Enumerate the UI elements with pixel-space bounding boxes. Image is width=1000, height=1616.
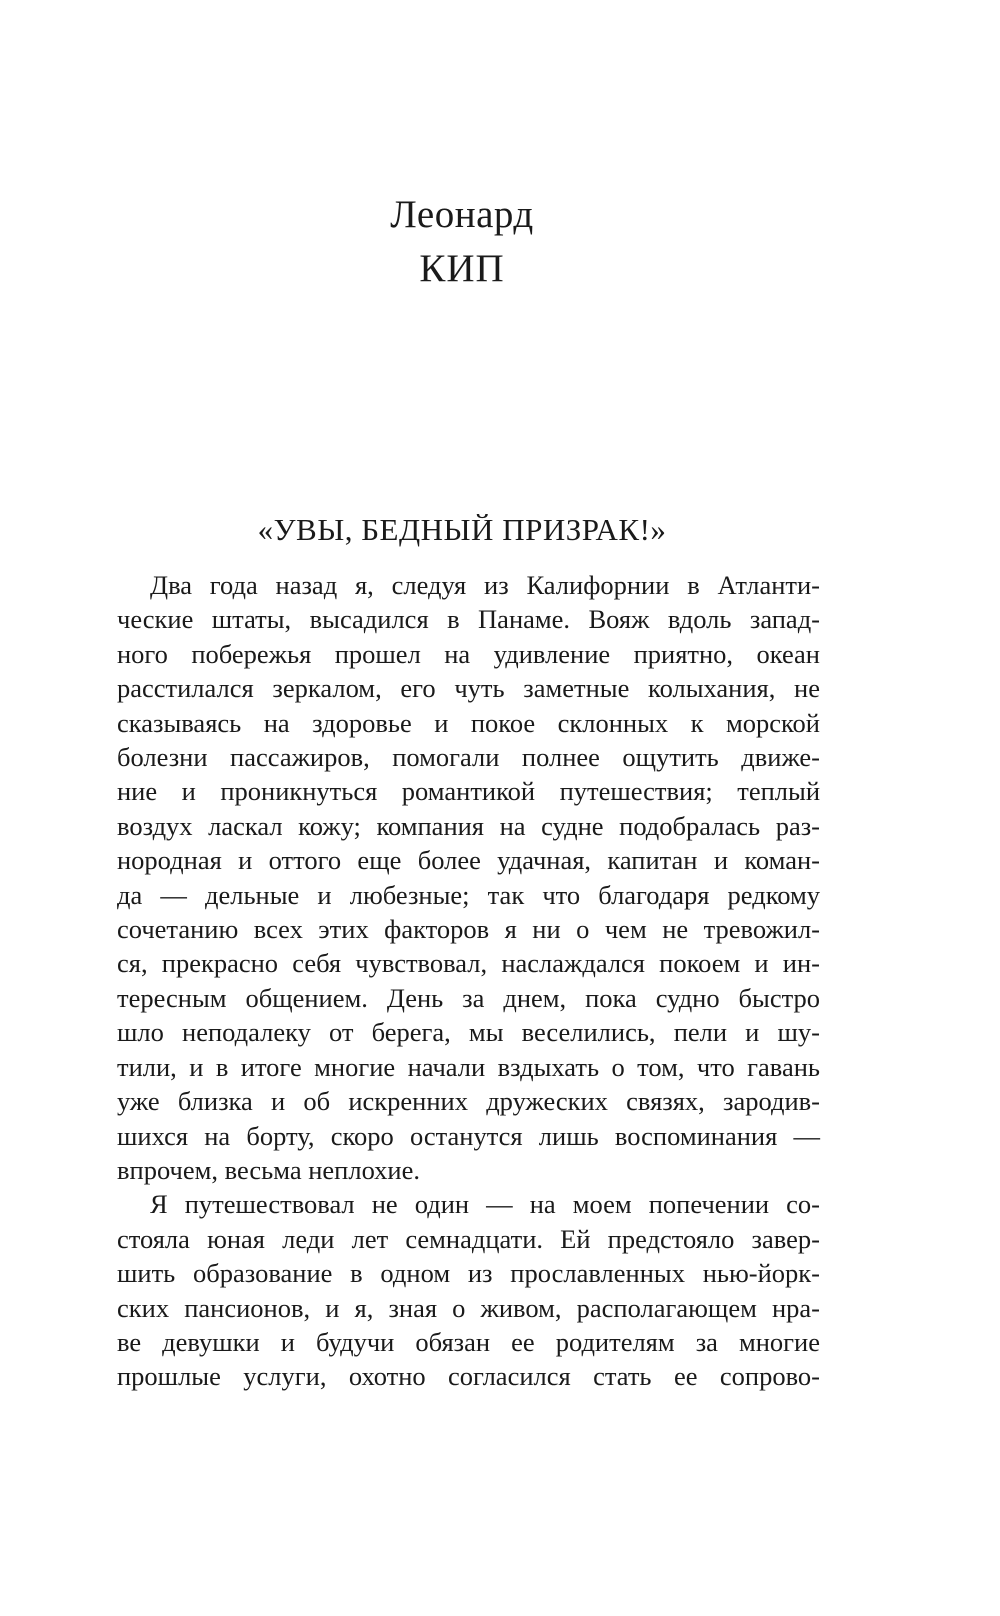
text-line: сочетанию всех этих факторов я ни о чем не тревожил- xyxy=(117,914,820,945)
text-line: шло неподалеку от берега, мы веселились, пели и шу- xyxy=(117,1017,820,1048)
text-line: воздух ласкал кожу; компания на судне подобралась раз- xyxy=(117,810,820,841)
text-line: сказываясь на здоровье и покое склонных к морской xyxy=(117,707,820,738)
text-line: уже близка и об искренних дружеских связях, зародив- xyxy=(117,1086,820,1117)
author-first-name: Леонард xyxy=(390,193,534,236)
paragraph-2 xyxy=(117,1187,820,1393)
text-line: ве девушки и будучи обязан ее родителям за многие xyxy=(117,1326,820,1357)
text-line: болезни пассажиров, помогали полнее ощутить движе- xyxy=(117,742,820,773)
text-line: шихся на борту, скоро останутся лишь воспоминания — xyxy=(117,1120,820,1151)
text-line: нородная и оттого еще более удачная, капитан и коман- xyxy=(117,845,820,876)
text-line: ся, прекрасно себя чувствовал, наслаждался покоем и ин- xyxy=(117,948,820,979)
text-line: ских пансионов, и я, зная о живом, располагающем нра- xyxy=(117,1292,820,1323)
text-line: прошлые услуги, охотно согласился стать ее сопрово- xyxy=(117,1361,820,1392)
text-line: ние и проникнуться романтикой путешествия; теплый xyxy=(117,776,820,807)
author-heading xyxy=(0,188,924,296)
author-last-name: КИП xyxy=(419,247,505,290)
text-line: шить образование в одном из прославленных нью-йорк- xyxy=(117,1258,820,1289)
text-line: стояла юная леди лет семнадцати. Ей предстояло завер- xyxy=(117,1223,820,1254)
text-line: да — дельные и любезные; так что благодаря редкому xyxy=(117,879,820,910)
text-line: Я путешествовал не один — на моем попечении со- xyxy=(150,1189,820,1220)
text-line: тили, и в итоге многие начали вздыхать о том, что гавань xyxy=(117,1051,820,1082)
story-body xyxy=(117,568,820,1394)
text-line: тересным общением. День за днем, пока судно быстро xyxy=(117,982,820,1013)
text-line: Два года назад я, следуя из Калифорнии в Атланти- xyxy=(150,570,820,600)
story-title: «УВЫ, БЕДНЫЙ ПРИЗРАК!» xyxy=(257,512,667,547)
text-line: впрочем, весьма неплохие. xyxy=(117,1154,420,1185)
paragraph-1 xyxy=(117,568,820,1187)
text-line: ческие штаты, высадился в Панаме. Вояж вдоль запад- xyxy=(117,604,820,635)
text-line: ного побережья прошел на удивление приятно, океан xyxy=(117,638,820,669)
text-line: расстилался зеркалом, его чуть заметные колыхания, не xyxy=(117,673,820,704)
